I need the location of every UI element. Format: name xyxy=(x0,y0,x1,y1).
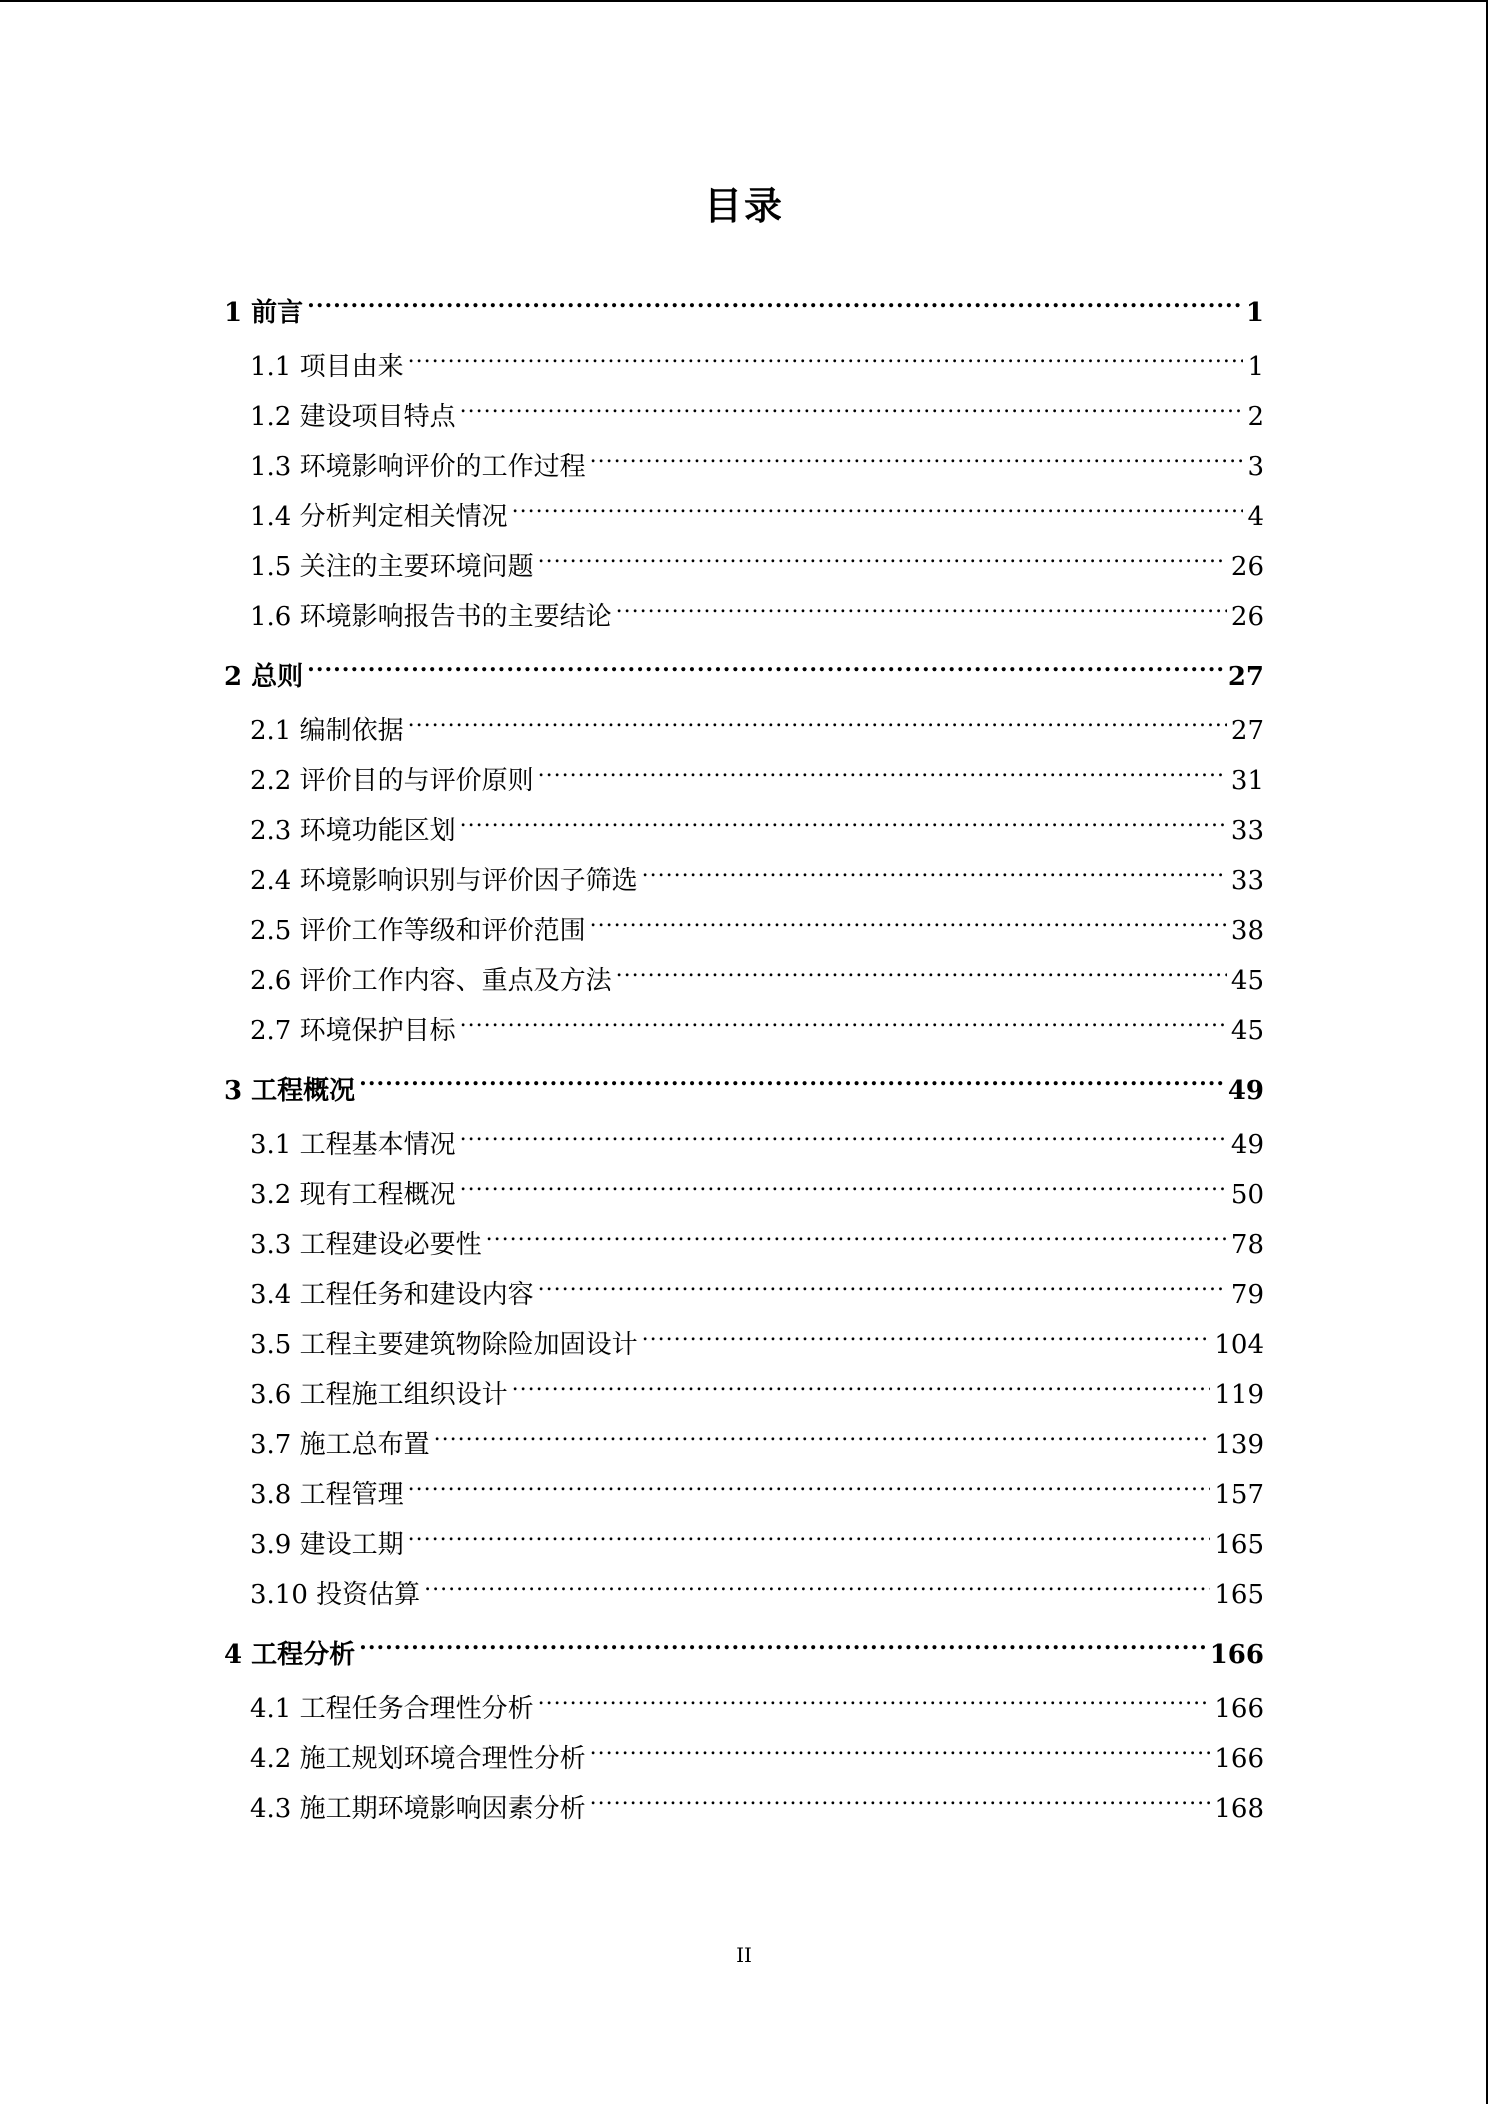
toc-entry-label: 1.6 环境影响报告书的主要结论 xyxy=(250,602,612,632)
toc-dot-leader xyxy=(408,349,1244,375)
toc-dot-leader xyxy=(434,1427,1211,1453)
toc-entry-page: 27 xyxy=(1227,662,1264,692)
toc-entry-label: 1.3 环境影响评价的工作过程 xyxy=(250,452,586,482)
toc-section-entry[interactable] xyxy=(224,906,1264,956)
toc-entry-label: 4.1 工程任务合理性分析 xyxy=(250,1694,534,1724)
table-of-contents xyxy=(224,278,1264,1834)
toc-entry-page: 168 xyxy=(1214,1794,1264,1824)
toc-dot-leader xyxy=(408,1527,1211,1553)
toc-dot-leader xyxy=(590,1741,1211,1767)
toc-dot-leader xyxy=(359,1073,1224,1099)
toc-entry-page: 139 xyxy=(1214,1430,1264,1460)
toc-entry-page: 119 xyxy=(1214,1380,1264,1410)
toc-chapter-entry[interactable] xyxy=(224,1056,1264,1120)
toc-entry-label: 3.10 投资估算 xyxy=(250,1580,421,1610)
toc-dot-leader xyxy=(512,499,1244,525)
toc-section-entry[interactable] xyxy=(224,1784,1264,1834)
page-title: 目录 xyxy=(703,184,784,228)
toc-entry-page: 33 xyxy=(1230,866,1264,896)
toc-entry-label: 2.5 评价工作等级和评价范围 xyxy=(250,916,586,946)
toc-entry-label: 3.1 工程基本情况 xyxy=(250,1130,456,1160)
toc-entry-label: 3.4 工程任务和建设内容 xyxy=(250,1280,534,1310)
toc-dot-leader xyxy=(616,963,1227,989)
toc-entry-page: 79 xyxy=(1230,1280,1264,1310)
page-border-top xyxy=(0,0,1488,2)
toc-entry-label: 3.6 工程施工组织设计 xyxy=(250,1380,508,1410)
toc-entry-page: 31 xyxy=(1230,766,1264,796)
toc-dot-leader xyxy=(424,1577,1210,1603)
toc-entry-label: 4.2 施工规划环境合理性分析 xyxy=(250,1744,586,1774)
toc-dot-leader xyxy=(590,913,1227,939)
toc-entry-label: 1.2 建设项目特点 xyxy=(250,402,456,432)
toc-entry-page: 166 xyxy=(1214,1694,1264,1724)
toc-section-entry[interactable] xyxy=(224,1320,1264,1370)
toc-section-entry[interactable] xyxy=(224,806,1264,856)
toc-entry-label: 3.2 现有工程概况 xyxy=(250,1180,456,1210)
toc-section-entry[interactable] xyxy=(224,1470,1264,1520)
toc-entry-label: 1.4 分析判定相关情况 xyxy=(250,502,508,532)
toc-dot-leader xyxy=(538,763,1227,789)
toc-entry-page: 27 xyxy=(1230,716,1264,746)
toc-dot-leader xyxy=(359,1637,1206,1663)
toc-entry-label: 1.1 项目由来 xyxy=(250,352,404,382)
toc-section-entry[interactable] xyxy=(224,856,1264,906)
toc-entry-page: 1 xyxy=(1245,298,1264,328)
toc-section-entry[interactable] xyxy=(224,392,1264,442)
toc-section-entry[interactable] xyxy=(224,1420,1264,1470)
toc-section-entry[interactable] xyxy=(224,1684,1264,1734)
toc-entry-page: 166 xyxy=(1209,1640,1264,1670)
toc-entry-page: 49 xyxy=(1227,1076,1264,1106)
toc-section-entry[interactable] xyxy=(224,1220,1264,1270)
toc-entry-label: 3.3 工程建设必要性 xyxy=(250,1230,482,1260)
toc-entry-label: 1.5 关注的主要环境问题 xyxy=(250,552,534,582)
toc-entry-page: 78 xyxy=(1230,1230,1264,1260)
toc-dot-leader xyxy=(460,1127,1227,1153)
toc-dot-leader xyxy=(460,399,1244,425)
toc-entry-page: 166 xyxy=(1214,1744,1264,1774)
toc-dot-leader xyxy=(486,1227,1227,1253)
toc-dot-leader xyxy=(642,1327,1211,1353)
toc-entry-page: 45 xyxy=(1230,966,1264,996)
toc-entry-page: 104 xyxy=(1214,1330,1264,1360)
toc-chapter-entry[interactable] xyxy=(224,1620,1264,1684)
toc-entry-label: 4.3 施工期环境影响因素分析 xyxy=(250,1794,586,1824)
toc-entry-page: 26 xyxy=(1230,552,1264,582)
toc-entry-page: 50 xyxy=(1230,1180,1264,1210)
toc-section-entry[interactable] xyxy=(224,956,1264,1006)
toc-section-entry[interactable] xyxy=(224,756,1264,806)
toc-entry-label: 2 总则 xyxy=(224,662,304,692)
toc-dot-leader xyxy=(307,659,1224,685)
toc-entry-label: 2.1 编制依据 xyxy=(250,716,404,746)
toc-dot-leader xyxy=(590,1791,1211,1817)
toc-dot-leader xyxy=(512,1377,1211,1403)
toc-section-entry[interactable] xyxy=(224,592,1264,642)
toc-section-entry[interactable] xyxy=(224,1006,1264,1056)
toc-entry-page: 165 xyxy=(1214,1530,1264,1560)
toc-section-entry[interactable] xyxy=(224,342,1264,392)
toc-entry-label: 2.2 评价目的与评价原则 xyxy=(250,766,534,796)
toc-entry-label: 4 工程分析 xyxy=(224,1640,356,1670)
toc-section-entry[interactable] xyxy=(224,706,1264,756)
toc-entry-page: 49 xyxy=(1230,1130,1264,1160)
toc-dot-leader xyxy=(408,1477,1211,1503)
toc-entry-label: 2.7 环境保护目标 xyxy=(250,1016,456,1046)
toc-dot-leader xyxy=(538,549,1227,575)
toc-section-entry[interactable] xyxy=(224,1370,1264,1420)
toc-entry-label: 2.6 评价工作内容、重点及方法 xyxy=(250,966,612,996)
toc-chapter-entry[interactable] xyxy=(224,278,1264,342)
toc-section-entry[interactable] xyxy=(224,442,1264,492)
toc-section-entry[interactable] xyxy=(224,492,1264,542)
toc-section-entry[interactable] xyxy=(224,1270,1264,1320)
toc-dot-leader xyxy=(460,813,1227,839)
toc-dot-leader xyxy=(408,713,1227,739)
toc-dot-leader xyxy=(460,1013,1227,1039)
toc-entry-label: 1 前言 xyxy=(224,298,304,328)
toc-dot-leader xyxy=(538,1691,1211,1717)
toc-entry-page: 2 xyxy=(1247,402,1264,432)
toc-entry-page: 1 xyxy=(1247,352,1264,382)
toc-entry-page: 165 xyxy=(1214,1580,1264,1610)
toc-entry-page: 33 xyxy=(1230,816,1264,846)
toc-entry-page: 38 xyxy=(1230,916,1264,946)
toc-entry-label: 2.4 环境影响识别与评价因子筛选 xyxy=(250,866,638,896)
toc-entry-label: 3 工程概况 xyxy=(224,1076,356,1106)
toc-entry-page: 4 xyxy=(1247,502,1264,532)
toc-entry-page: 26 xyxy=(1230,602,1264,632)
toc-section-entry[interactable] xyxy=(224,1734,1264,1784)
toc-dot-leader xyxy=(307,295,1242,321)
toc-dot-leader xyxy=(590,449,1244,475)
toc-entry-page: 157 xyxy=(1214,1480,1264,1510)
toc-section-entry[interactable] xyxy=(224,1520,1264,1570)
toc-section-entry[interactable] xyxy=(224,1170,1264,1220)
toc-entry-label: 3.7 施工总布置 xyxy=(250,1430,430,1460)
toc-chapter-entry[interactable] xyxy=(224,642,1264,706)
toc-entry-label: 2.3 环境功能区划 xyxy=(250,816,456,846)
toc-entry-page: 45 xyxy=(1230,1016,1264,1046)
toc-section-entry[interactable] xyxy=(224,542,1264,592)
page-number: II xyxy=(736,1943,752,1967)
toc-entry-label: 3.9 建设工期 xyxy=(250,1530,404,1560)
toc-dot-leader xyxy=(538,1277,1227,1303)
toc-entry-page: 3 xyxy=(1247,452,1264,482)
toc-entry-label: 3.5 工程主要建筑物除险加固设计 xyxy=(250,1330,638,1360)
toc-section-entry[interactable] xyxy=(224,1120,1264,1170)
toc-dot-leader xyxy=(460,1177,1227,1203)
toc-entry-label: 3.8 工程管理 xyxy=(250,1480,404,1510)
toc-dot-leader xyxy=(642,863,1227,889)
toc-section-entry[interactable] xyxy=(224,1570,1264,1620)
toc-dot-leader xyxy=(616,599,1227,625)
